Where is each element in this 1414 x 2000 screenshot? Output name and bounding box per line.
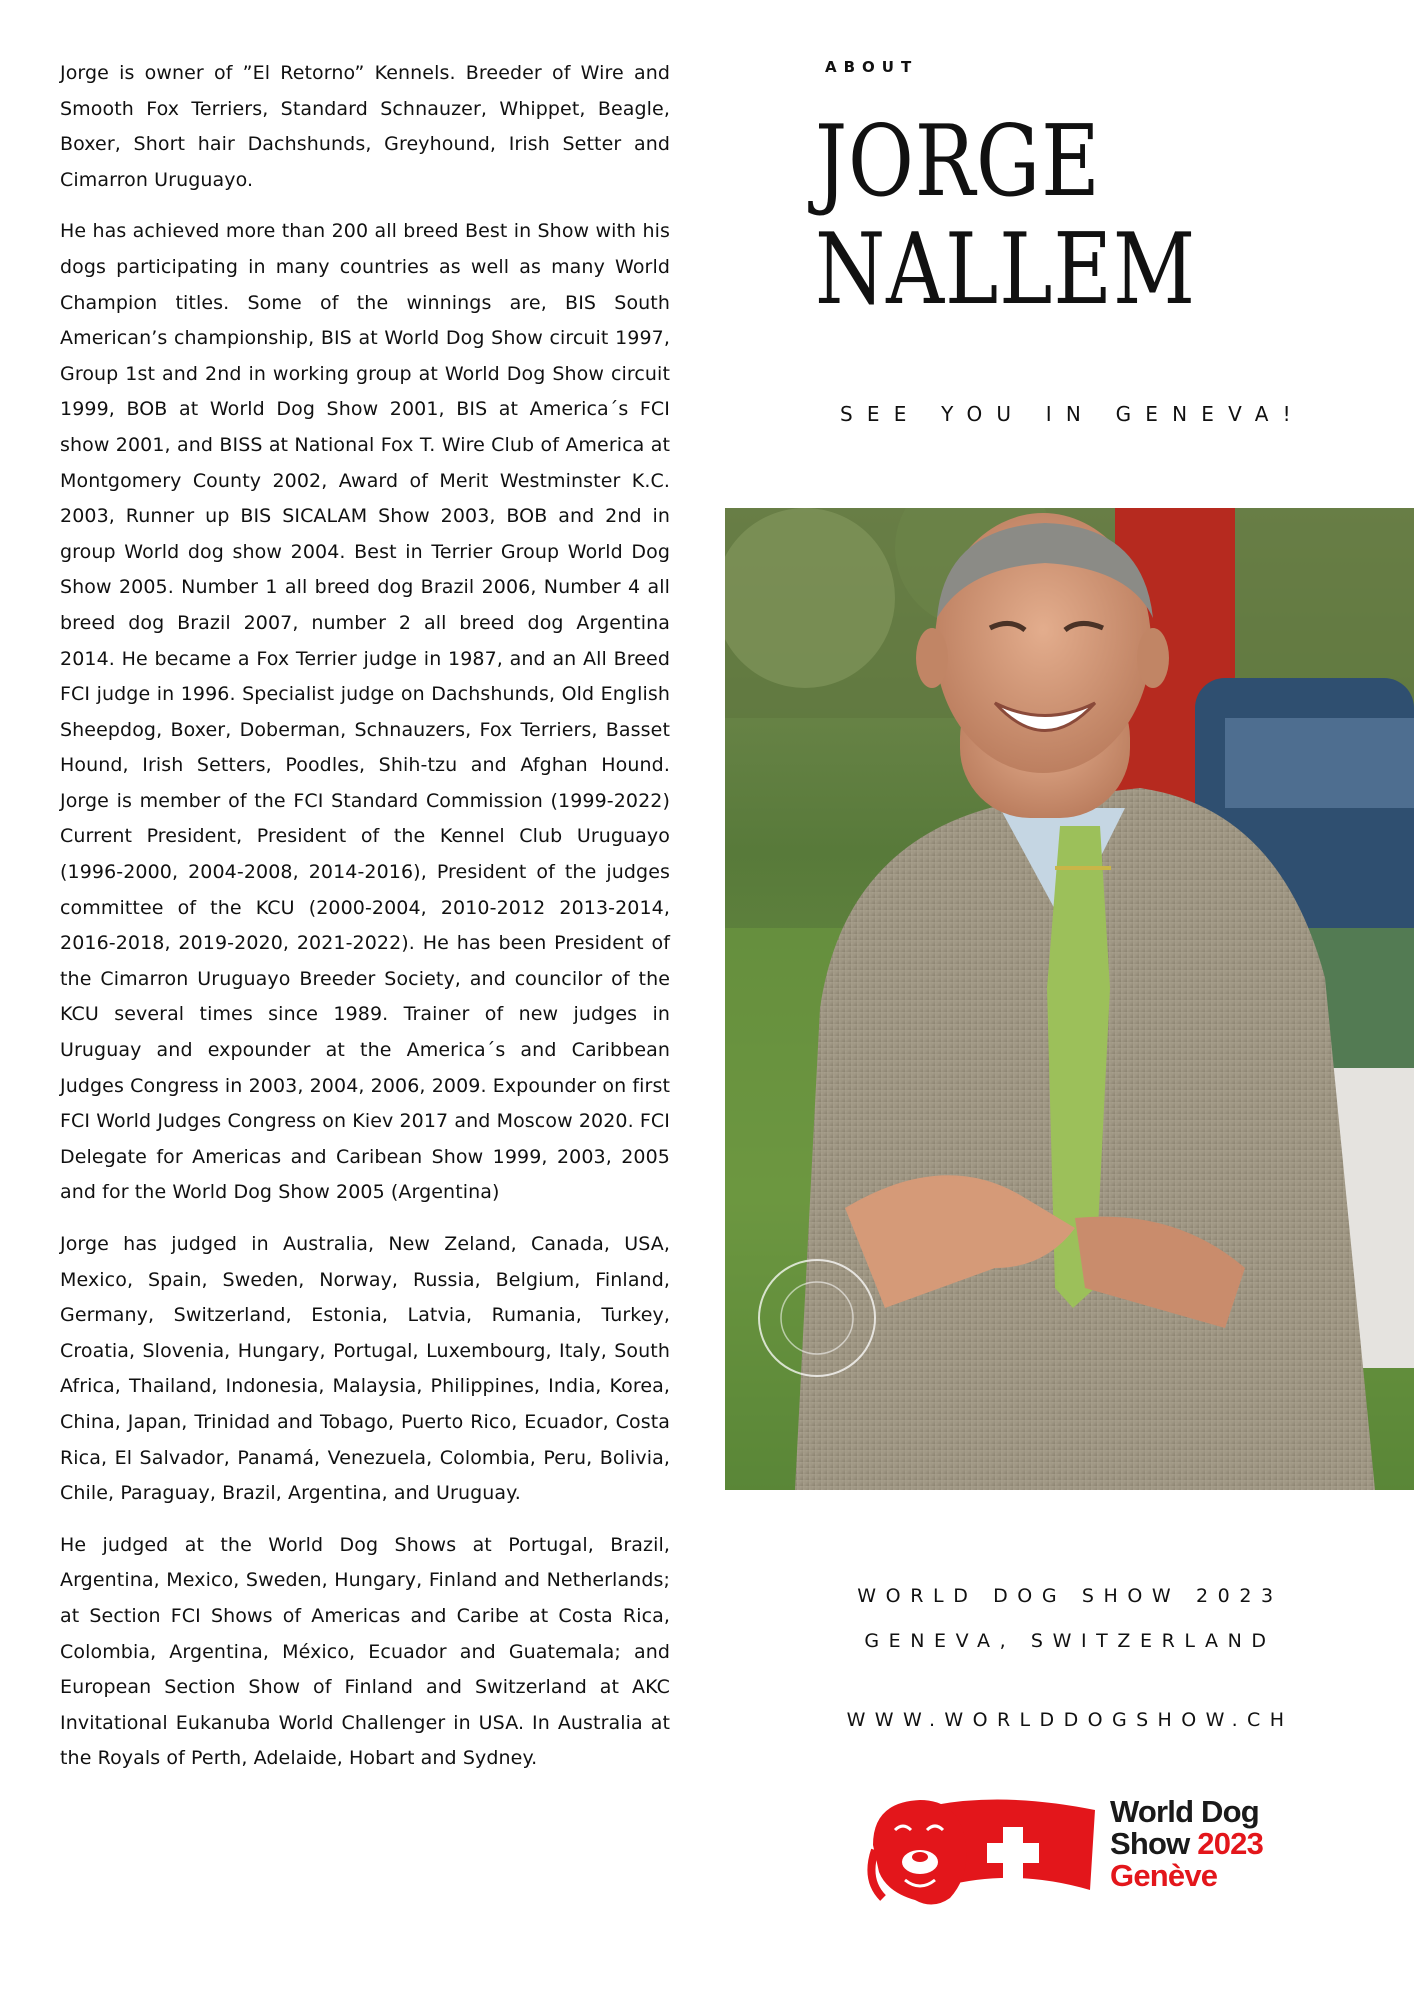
logo-year: 2023 <box>1197 1826 1264 1861</box>
biography <box>60 56 670 1793</box>
dog-flag-icon <box>865 1790 1105 1910</box>
logo-line-2 <box>1110 1828 1263 1860</box>
logo-show: Show <box>1110 1826 1190 1861</box>
profile-column <box>725 0 1414 2000</box>
bio-paragraph-2: He has achieved more than 200 all breed Best in Show with his dogs participating in many countries as well as many World Champion titles. Some of the winnings are, BIS South American’s championship, BIS at World Dog Show circuit 1997, Group 1st and 2nd in working group at World Dog Show circuit 1999, BOB at World Dog Show 2001, BIS at America´s FCI show 2001, and BISS at National Fox T. Wire Club of America at Montgomery County 2002, Award of Merit Westminster K.C. 2003, Runner up BIS SICALAM Show 2003, BOB and 2nd in group World dog show 2004. Best in Terrier Group World Dog Show 2005. Number 1 all breed dog Brazil 2006, Number 4 all breed dog Brazil 2007, number 2 all breed dog Argentina 2014. He became a Fox Terrier judge in 1987, and an All Breed FCI judge in 1996. Specialist judge on Dachshunds, Old English Sheepdog, Boxer, Doberman, Schnauzers, Fox Terriers, Basset Hound, Irish Setters, Poodles, Shih-tzu and Afghan Hound. Jorge is member of the FCI Standard Commission (1999-2022) Current President, President of the Kennel Club Uruguayo (1996-2000, 2004-2008, 2014-2016), President of the judges committee of the KCU (2000-2004, 2010-2012 2013-2014, 2016-2018, 2019-2020, 2021-2022). He has been President of the Cimarron Uruguayo Breeder Society, and councilor of the KCU several times since 1989. Trainer of new judges in Uruguay and expounder at the America´s and Caribbean Judges Congress in 2003, 2004, 2006, 2009. Expounder on first FCI World Judges Congress on Kiev 2017 and Moscow 2020. FCI Delegate for Americas and Caribean Show 1999, 2003, 2005 and for the World Dog Show 2005 (Argentina) <box>60 220 670 1204</box>
logo-city: Genève <box>1110 1858 1218 1893</box>
logo-wordmark <box>1110 1796 1263 1892</box>
about-label: ABOUT <box>825 58 919 76</box>
bio-paragraph-4: He judged at the World Dog Shows at Portugal, Brazil, Argentina, Mexico, Sweden, Hungary, Finland and Netherlands; at Section FCI Shows of Americas and Caribe at Costa Rica, Colombia, Argentina, México, Ecuador and Guatemala; and European Section Show of Finland and Switzerland at AKC Invitational Eukanuba World Challenger in USA. In Australia at the Royals of Perth, Adelaide, Hobart and Sydney. <box>60 1533 670 1770</box>
event-location: GENEVA, SWITZERLAND <box>864 1630 1276 1652</box>
website-url[interactable]: WWW.WORLDDOGSHOW.CH <box>846 1709 1294 1731</box>
last-name-heading: NALLEM <box>815 213 1196 327</box>
bio-paragraph-3: Jorge has judged in Australia, New Zeland, Canada, USA, Mexico, Spain, Sweden, Norway, Russia, Belgium, Finland, Germany, Switzerland, Estonia, Latvia, Rumania, Turkey, Croatia, Slovenia, Hungary, Portugal, Luxembourg, Italy, South Africa, Thailand, Indonesia, Malaysia, Philippines, India, Korea, China, Japan, Trinidad and Tobago, Puerto Rico, Ecuador, Costa Rica, El Salvador, Panamá, Venezuela, Colombia, Peru, Bolivia, Chile, Paraguay, Brazil, Argentina, and Uruguay. <box>60 1233 670 1505</box>
event-name: WORLD DOG SHOW 2023 <box>857 1585 1283 1607</box>
bio-paragraph-1: Jorge is owner of ”El Retorno” Kennels. Breeder of Wire and Smooth Fox Terriers, Standard Schnauzer, Whippet, Beagle, Boxer, Short hair Dachshunds, Greyhound, Irish Setter and Cimarron Uruguayo. <box>60 62 670 191</box>
world-dog-show-logo <box>865 1790 1305 1910</box>
portrait-photo <box>725 508 1414 1490</box>
first-name-heading: JORGE <box>815 105 1101 219</box>
tagline: SEE YOU IN GENEVA! <box>840 402 1305 426</box>
logo-line-1: World Dog <box>1110 1794 1259 1829</box>
